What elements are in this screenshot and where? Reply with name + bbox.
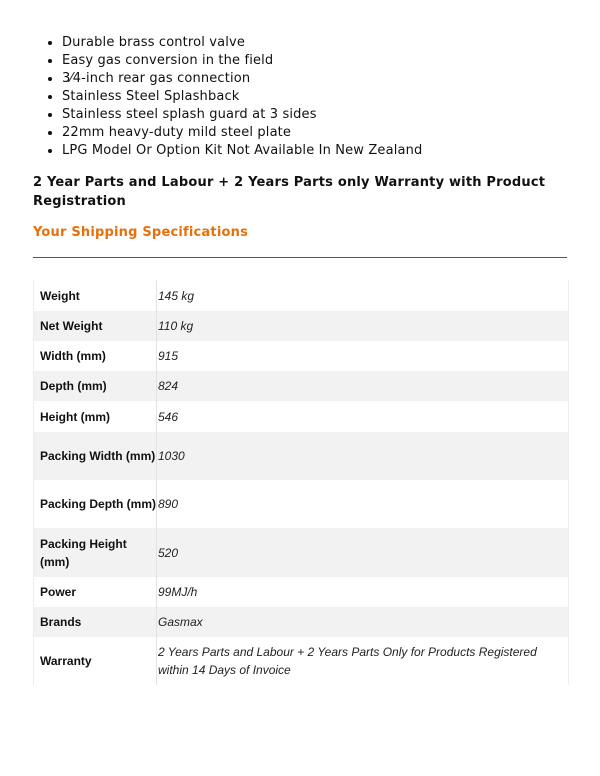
- spec-row-net-weight: [34, 311, 568, 341]
- feature-item: • Stainless steel splash guard at 3 sides: [62, 106, 422, 124]
- spec-row-power: [34, 577, 568, 607]
- warranty-note: 2 Year Parts and Labour + 2 Years Parts only Warranty with Product Registration: [33, 175, 546, 209]
- specs-table: [33, 280, 569, 685]
- feature-item: • Durable brass control valve: [62, 34, 422, 52]
- spec-label: Width (mm): [34, 341, 157, 371]
- spec-label: Depth (mm): [34, 371, 157, 401]
- spec-value: 1030: [158, 449, 185, 463]
- spec-label: Packing Height (mm): [34, 528, 157, 577]
- feature-item: • 22mm heavy-duty mild steel plate: [62, 124, 422, 142]
- spec-value: 890: [158, 497, 179, 511]
- spec-value: 915: [158, 349, 179, 363]
- spec-value: 145 kg: [158, 288, 195, 303]
- spec-value: 824: [158, 379, 179, 393]
- spec-value: 2 Years Parts and Labour + 2 Years Parts Only for Products Registered within 14 Days of Invoice: [158, 645, 537, 677]
- spec-value: Gasmax: [158, 615, 203, 629]
- spec-row-packing-depth: [34, 480, 568, 528]
- spec-label: Brands: [34, 607, 157, 637]
- feature-item: • 3⁄4-inch rear gas connection: [62, 70, 422, 88]
- spec-row-brands: [34, 607, 568, 637]
- spec-value: 520: [158, 545, 179, 560]
- spec-label: Packing Depth (mm): [34, 480, 157, 528]
- feature-item: • Easy gas conversion in the field: [62, 52, 422, 70]
- spec-label: Warranty: [34, 637, 157, 685]
- spec-value: 546: [158, 409, 179, 424]
- spec-label: Height (mm): [34, 401, 157, 432]
- spec-value: 110 kg: [158, 319, 194, 333]
- spec-row-weight: [34, 280, 568, 311]
- feature-item: • LPG Model Or Option Kit Not Available In New Zealand: [62, 142, 422, 160]
- spec-label: Power: [34, 577, 157, 607]
- feature-list: [40, 34, 422, 160]
- spec-label: Weight: [34, 280, 157, 311]
- spec-value: 99MJ/h: [158, 585, 198, 599]
- spec-row-height: [34, 401, 568, 432]
- spec-row-depth: [34, 371, 568, 401]
- section-divider: [33, 257, 567, 258]
- spec-label: Net Weight: [34, 311, 157, 341]
- spec-row-warranty: [34, 637, 568, 685]
- spec-row-packing-height: [34, 528, 568, 577]
- spec-row-width: [34, 341, 568, 371]
- shipping-specs-heading: Your Shipping Specifications: [33, 225, 249, 240]
- feature-item: • Stainless Steel Splashback: [62, 88, 422, 106]
- spec-row-packing-width: [34, 432, 568, 480]
- spec-label: Packing Width (mm): [34, 432, 157, 480]
